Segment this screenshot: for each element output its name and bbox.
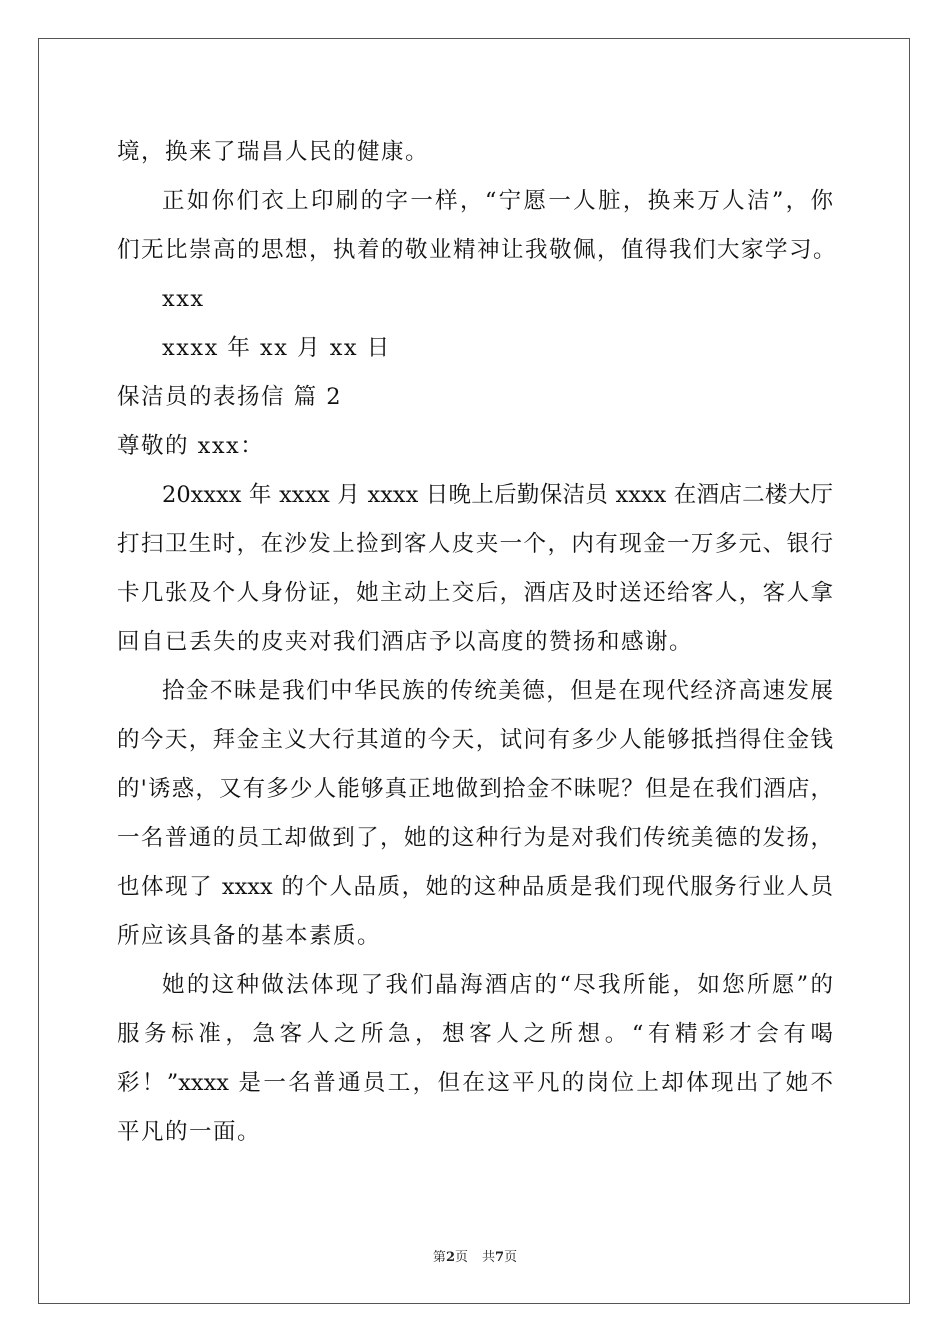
text-line: 打扫卫生时，在沙发上捡到客人皮夹一个，内有现金一万多元、银行 [117,531,833,557]
total-prefix: 共 [482,1250,496,1265]
page-total: 7 [495,1250,505,1265]
text-line: 的今天，拜金主义大行其道的今天，试问有多少人能够抵挡得住金钱 [117,727,833,753]
salutation: 尊敬的 xxx： [117,433,265,459]
total-suffix: 页 [504,1250,518,1265]
text-line: 一名普通的员工却做到了，她的这种行为是对我们传统美德的发扬， [117,825,833,851]
document-body [117,128,838,1157]
text-line: 服务标准，急客人之所急，想客人之所想。“有精彩才会有喝 [117,1021,833,1047]
text-line: 20xxxx 年 xxxx 月 xxxx 日晚上后勤保洁员 xxxx 在酒店二楼大厅 [162,482,833,508]
text-line: 彩！”xxxx 是一名普通员工，但在这平凡的岗位上却体现出了她不 [117,1070,833,1096]
text-line: 正如你们衣上印刷的字一样，“宁愿一人脏，换来万人洁”，你 [162,188,833,214]
page-footer [0,1250,950,1266]
text-line: 也体现了 xxxx 的个人品质，她的这种品质是我们现代服务行业人员 [117,874,833,900]
text-line: 境，换来了瑞昌人民的健康。 [117,139,430,165]
signature-name: xxx [162,286,205,312]
text-line: 的'诱惑，又有多少人能够真正地做到拾金不昧呢？但是在我们酒店， [117,776,833,802]
text-line: 回自已丢失的皮夹对我们酒店予以高度的赞扬和感谢。 [117,629,694,655]
text-line: 平凡的一面。 [117,1119,262,1145]
text-line: 卡几张及个人身份证，她主动上交后，酒店及时送还给客人，客人拿 [117,580,833,606]
page-current: 2 [445,1250,455,1265]
section-title: 保洁员的表扬信 篇 2 [117,384,343,410]
text-line: 们无比崇高的思想，执着的敬业精神让我敬佩，值得我们大家学习。 [117,237,838,263]
page-prefix: 第 [432,1250,446,1265]
text-line: 所应该具备的基本素质。 [117,923,382,949]
page-suffix: 页 [454,1250,468,1265]
signature-date: xxxx 年 xx 月 xx 日 [162,335,391,361]
text-line: 她的这种做法体现了我们晶海酒店的“尽我所能，如您所愿”的 [162,972,833,998]
text-line: 拾金不昧是我们中华民族的传统美德，但是在现代经济高速发展 [162,678,833,704]
